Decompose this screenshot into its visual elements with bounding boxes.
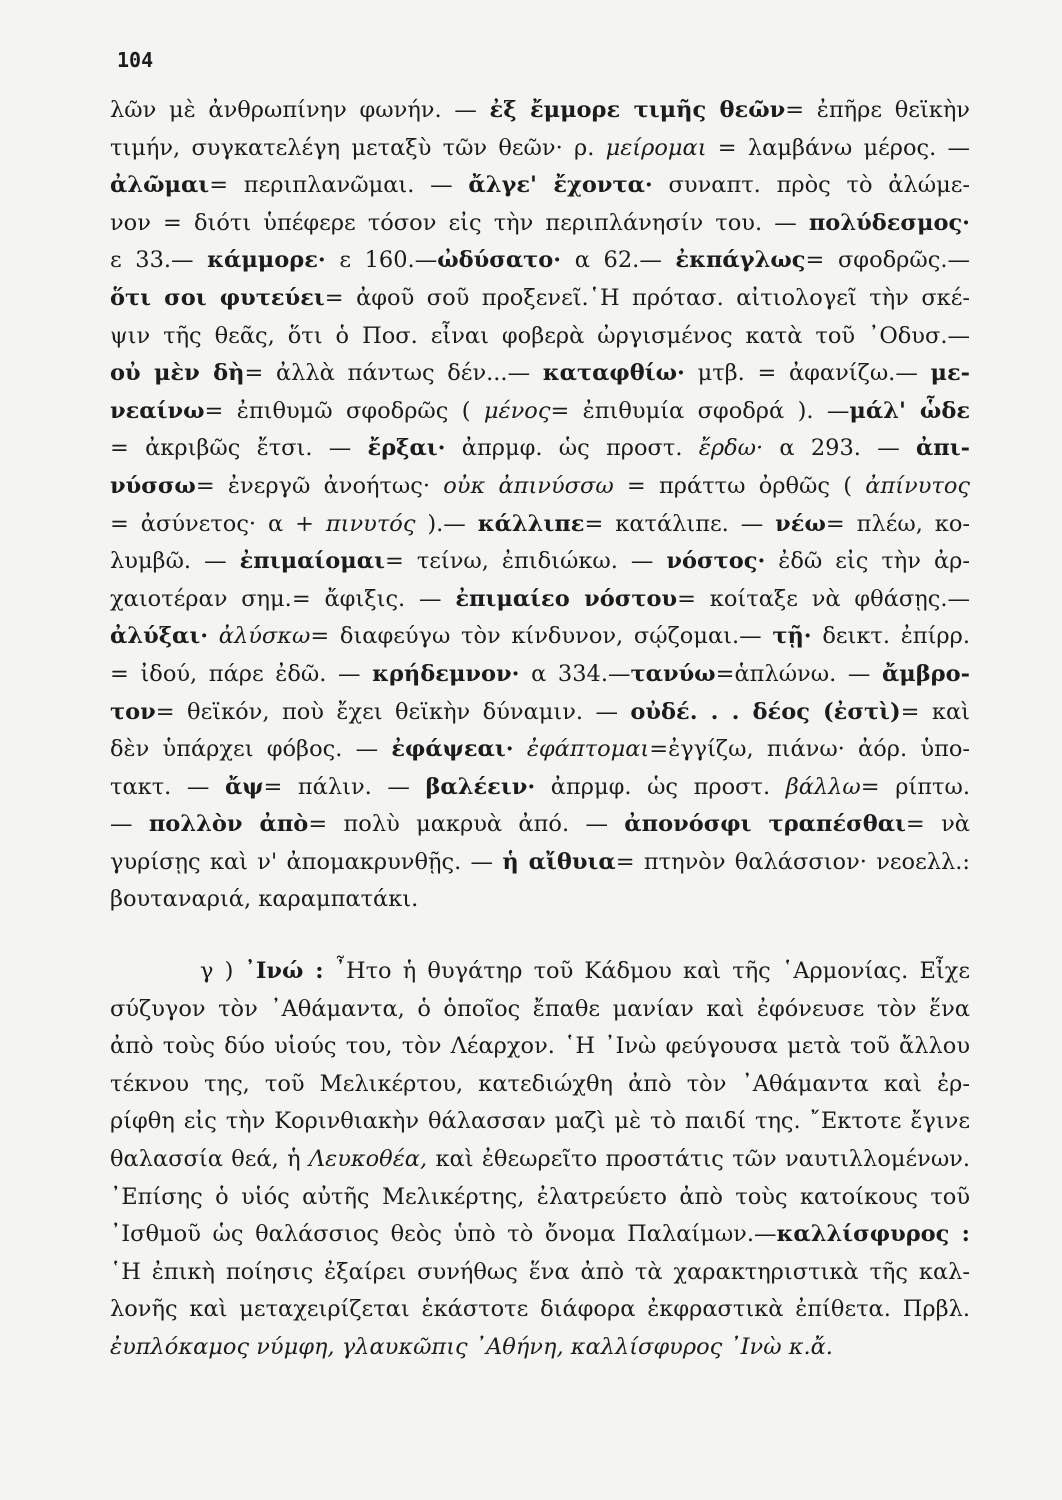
headword: ἀπονόσφι τραπέσθαι [624, 811, 906, 838]
text-line [110, 543, 970, 581]
text-run [208, 623, 219, 649]
text-run: α 293. — [763, 435, 916, 462]
text-line [110, 1066, 970, 1104]
text-run: νον = διότι ὑπέφερε τόσον εἰς τὴν περιπλάνησίν του. — [110, 209, 809, 236]
text-run: = ἐπιθυμία σφοδρά ). — [550, 397, 850, 424]
headword: μάλ' ὧδε [849, 397, 970, 424]
text-run: ᾿Ισθμοῦ ὡς θαλάσσιος θεὸς ὑπὸ τὸ ὄνομα Παλαίμων.— [110, 1221, 777, 1248]
headword: νεαίνω [110, 397, 205, 424]
text-run: α 334.— [519, 660, 631, 687]
headword: ἄλγε' ἔχοντα· [468, 172, 653, 199]
text-line [110, 1329, 970, 1367]
text-line [110, 1254, 970, 1292]
text-run: α 62.— [561, 247, 676, 274]
text-line [110, 355, 970, 393]
text-run: = κοίταξε νὰ φθάσῃς.— [677, 585, 970, 612]
headword: ἄμβρο- [881, 660, 970, 687]
text-run: = ἀκριβῶς ἔτσι. — [110, 435, 368, 462]
italic-term: πινυτός [325, 510, 416, 537]
text-run: δεικτ. ἐπίρρ. [811, 623, 970, 650]
text-run: = ἰδού, πάρε ἐδῶ. — [110, 660, 373, 687]
headword: κάμμορε· [207, 247, 326, 274]
text-run: καὶ ἐθεωρεῖτο προστάτις τῶν ναυτιλλομένων. [427, 1145, 970, 1172]
text-run: = ρίπτω. [860, 773, 970, 800]
text-run: = σφοδρῶς.— [805, 247, 970, 274]
headword: πολύδεσμος· [808, 209, 970, 236]
headword: κάλλιπε [477, 510, 585, 537]
headword: ἀπι- [915, 435, 970, 462]
text-line [110, 130, 970, 168]
italic-term: οὐκ ἀπινύσσω [443, 472, 614, 499]
text-line [110, 318, 970, 356]
text-run: σύζυγον τὸν ᾿Αθάμαντα, ὁ ὁποῖος ἔπαθε μανίαν καὶ ἐφόνευσε τὸν ἕνα [110, 995, 970, 1022]
italic-term: βάλλω [785, 773, 861, 800]
headword: νέω [775, 510, 826, 537]
headword: τον [110, 698, 156, 725]
text-line [110, 844, 970, 882]
headword: ἐφάψεαι· [391, 736, 514, 763]
headword: με- [930, 360, 970, 387]
text-run: ε 33.— [110, 247, 208, 274]
text-run: λονῆς καὶ μεταχειρίζεται ἑκάστοτε διάφορα ἐκφραστικὰ ἐπίθετα. Πρβλ. [110, 1296, 970, 1323]
text-run: συναπτ. πρὸς τὸ ἀλώμε- [652, 172, 970, 199]
headword: ὠδύσατο· [437, 247, 562, 274]
text-run: =ἐγγίζω, πιάνω· ἀόρ. ὑπο- [649, 736, 971, 763]
headword: τῇ· [772, 623, 812, 650]
text-run [514, 736, 527, 762]
text-line [110, 205, 970, 243]
text-run: ᾿Επίσης ὁ υἱός αὐτῆς Μελικέρτης, ἐλατρεύετο ἀπὸ τοὺς κατοίκους τοῦ [110, 1183, 970, 1210]
headword: ὅτι σοι φυτεύει [110, 284, 325, 311]
italic-term: ἀλύσκω [218, 623, 311, 650]
text-line [110, 656, 970, 694]
text-line [110, 694, 970, 732]
text-run: =ἁπλώνω. — [715, 660, 882, 687]
text-line [110, 1179, 970, 1217]
text-run: λῶν μὲ ἀνθρωπίνην φωνήν. — [110, 97, 490, 123]
headword: ἀλῶμαι [110, 172, 210, 199]
text-run: μτβ. = ἀφανίζω.— [684, 360, 931, 387]
text-line [110, 953, 970, 991]
text-run: = κατάλιπε. — [584, 510, 776, 537]
headword: καλλίσφυρος : [776, 1221, 970, 1248]
text-run: τακτ. — [110, 773, 225, 800]
text-line [110, 991, 970, 1029]
headword: ἡ αἴθυια [502, 848, 616, 875]
text-line [110, 1291, 970, 1329]
text-run: = θεϊκόν, ποὺ ἔχει θεϊκὴν δύναμιν. — [155, 698, 631, 725]
glossary-text [110, 92, 970, 919]
text-line [110, 581, 970, 619]
text-run: = πράττω ὀρθῶς ( [613, 472, 866, 499]
text-run: ἀπὸ τοὺς δύο υἱούς του, τὸν Λέαρχον. ῾Η ᾿Ινὼ φεύγουσα μετὰ τοῦ ἄλλου [110, 1033, 970, 1060]
text-run: γ ) [200, 958, 245, 984]
text-run: = πάλιν. — [263, 773, 426, 800]
text-run: = πολὺ μακρυὰ ἀπό. — [308, 811, 625, 838]
text-line [110, 806, 970, 844]
page-number: 104 [117, 48, 154, 72]
italic-term: ἀπίνυτος [865, 472, 970, 499]
text-run: τέκνου της, τοῦ Μελικέρτου, κατεδιώχθη ἀπὸ τὸν ᾿Αθάμαντα καὶ ἐρ- [110, 1070, 970, 1097]
headword: κρήδεμνον· [372, 660, 520, 687]
text-run: ψιν τῆς θεᾶς, ὅτι ὁ Ποσ. εἶναι φοβερὰ ὠργισμένος κατὰ τοῦ ᾿Οδυσ.— [110, 322, 970, 349]
headword: νόστος· [666, 548, 766, 575]
italic-term: Λευκοθέα, [308, 1145, 428, 1172]
text-run: = νὰ [905, 811, 970, 838]
text-run: = ἀλλὰ πάντως δέν...— [244, 360, 543, 387]
text-run: = περιπλανῶμαι. — [209, 172, 469, 199]
text-line [110, 167, 970, 205]
italic-term: μείρομαι [605, 134, 707, 161]
text-run: = πτηνὸν θαλάσσιον· νεοελλ.: [615, 848, 970, 875]
text-run: ῏Ητο ἡ θυγάτηρ τοῦ Κάδμου καὶ τῆς ῾Αρμονίας. Εἶχε [323, 958, 971, 984]
text-run: = πλέω, κο- [825, 510, 970, 537]
italic-term: ἐφάπτομαι [526, 736, 650, 763]
headword: ἀλύξαι· [110, 623, 209, 650]
text-run: βουταναριά, καραμπατάκι. [110, 886, 419, 913]
headword: ἔρξαι· [367, 435, 446, 462]
text-run: = ἐπῆρε θεϊκὴν [785, 97, 970, 123]
text-run: = ἐνεργῶ ἀνοήτως· [195, 472, 444, 499]
text-run: ἀπρμφ. ὡς προστ. [535, 773, 786, 800]
text-run: = ἀσύνετος· α + [110, 510, 326, 537]
headword: βαλέειν· [425, 773, 536, 800]
text-line [110, 242, 970, 280]
headword: ἐκπάγλως [675, 247, 806, 274]
text-line [110, 92, 970, 130]
italic-term: μένος [483, 397, 551, 424]
text-line [110, 506, 970, 544]
text-line [110, 1216, 970, 1254]
text-line [110, 1103, 970, 1141]
headword: ἄψ [224, 773, 264, 800]
text-line [110, 731, 970, 769]
headword: νύσσω [110, 472, 196, 499]
text-run: = τείνω, ἐπιδιώκω. — [384, 548, 667, 575]
text-run: χαιοτέραν σημ.= ἄφιξις. — [110, 585, 456, 612]
headword: οὐδέ. . . δέος (ἐστὶ) [630, 698, 901, 725]
headword: ἐπιμαίομαι [239, 548, 385, 575]
text-run: = ἐπιθυμῶ σφοδρῶς ( [204, 397, 484, 424]
headword: ᾿Ινώ : [244, 958, 324, 984]
text-line [110, 468, 970, 506]
headword: ἐπιμαίεο νόστου [455, 585, 678, 612]
ino-commentary-text [110, 953, 970, 1367]
headword: τανύω [630, 660, 716, 687]
text-run: δὲν ὑπάρχει φόβος. — [110, 736, 392, 763]
text-line [110, 393, 970, 431]
text-run: θαλασσία θεά, ἡ [110, 1145, 309, 1172]
headword: οὐ μὲν δὴ [110, 360, 245, 387]
text-run: λυμβῶ. — [110, 548, 240, 575]
text-line [110, 430, 970, 468]
text-line [110, 769, 970, 807]
headword: καταφθίω· [542, 360, 685, 387]
text-line [110, 280, 970, 318]
text-run: = διαφεύγω τὸν κίνδυνον, σῴζομαι.— [310, 623, 773, 650]
text-run: γυρίσῃς καὶ ν' ἀπομακρυνθῇς. — [110, 848, 503, 875]
text-line [110, 1141, 970, 1179]
text-line [110, 618, 970, 656]
text-run: ἐδῶ εἰς τὴν ἀρ- [765, 548, 970, 575]
headword: ἐξ ἔμμορε τιμῆς θεῶν [489, 97, 786, 123]
text-run: ῾Η ἐπικὴ ποίησις ἐξαίρει συνήθως ἕνα ἀπὸ τὰ χαρακτηριστικὰ τῆς καλ- [110, 1258, 970, 1285]
text-line [110, 1028, 970, 1066]
text-run: τιμήν, συγκατελέγη μεταξὺ τῶν θεῶν· ρ. [110, 134, 606, 161]
text-run: ἀπρμφ. ὡς προστ. [445, 435, 699, 462]
italic-term: ἐυπλόκαμος νύμφη, γλαυκῶπις ᾿Αθήνη, καλλίσφυρος ᾿Ινὼ κ.ἄ. [110, 1333, 833, 1360]
text-run: ).— [415, 510, 478, 537]
italic-term: ἔρδω· [698, 435, 764, 462]
text-run: = ἀφοῦ σοῦ προξενεῖ.῾Η πρότασ. αἰτιολογεῖ τὴν σκέ- [324, 284, 970, 311]
text-run: ε 160.— [325, 247, 438, 274]
text-run: = καὶ [900, 698, 971, 725]
text-run: = λαμβάνω μέρος. — [706, 134, 970, 161]
text-run: — [110, 811, 149, 838]
text-run: ρίφθη εἰς τὴν Κορινθιακὴν θάλασσαν μαζὶ μὲ τὸ παιδί της. ῎Εκτοτε ἔγινε [110, 1108, 970, 1135]
text-line [110, 881, 970, 919]
headword: πολλὸν ἀπὸ [148, 811, 309, 838]
